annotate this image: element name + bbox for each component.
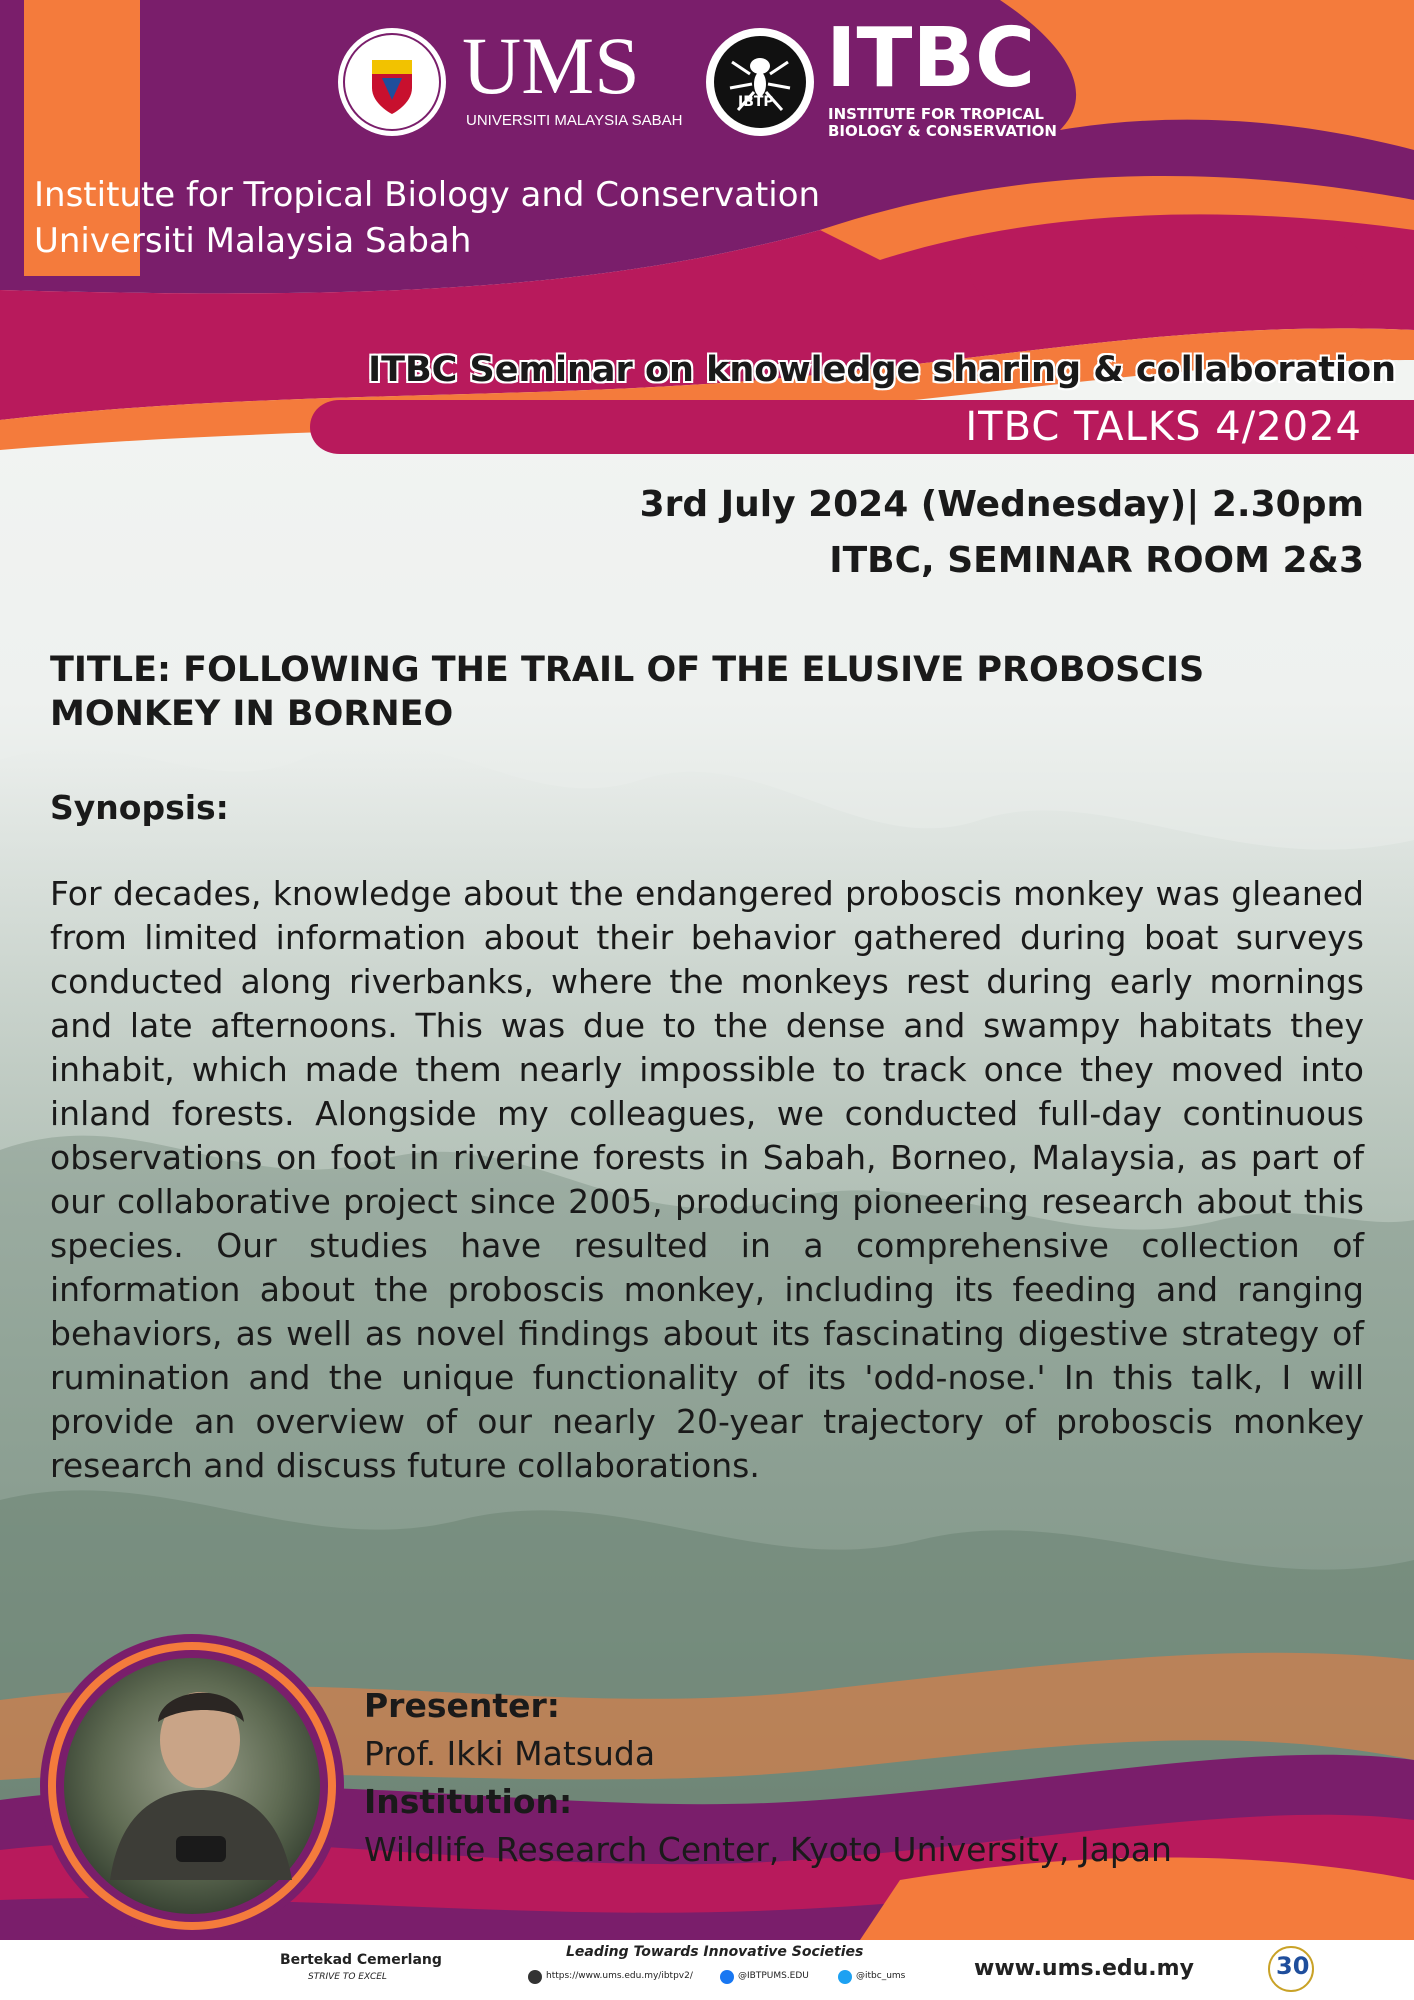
synopsis-text: For decades, knowledge about the endangered proboscis monkey was gleaned from limited information about their behavior gathered during boat surveys conducted along riverbanks, where the monkeys rest during early mornings and late afternoons. This was due to the dense and swampy habitats they inhabit, which made them nearly impossible to track once they moved into inland forests. Alongside my colleagues, we conducted full-day continuous observations on foot in riverine forests in Sabah, Borneo, Malaysia, as part of our collaborative project since 2005, producing pioneering research about this species. Our studies have resulted in a comprehensive collection of information about the proboscis monkey, including its feeding and ranging behaviors, as well as novel findings about its fascinating digestive strategy of rumination and the unique functionality of its 'odd-nose.' In this talk, I will provide an overview of our nearly 20-year trajectory of proboscis monkey research and discuss future collaborations. xyxy=(50,874,1364,1485)
ums-subtitle: UNIVERSITI MALAYSIA SABAH xyxy=(466,112,683,129)
event-venue: ITBC, SEMINAR ROOM 2&3 xyxy=(829,540,1364,581)
facebook-icon xyxy=(720,1970,734,1984)
institute-block xyxy=(34,172,820,264)
talk-title-line-1: TITLE: FOLLOWING THE TRAIL OF THE ELUSIVE PROBOSCIS xyxy=(50,650,1205,690)
anniversary-number: 30 xyxy=(1276,1952,1310,1980)
footer-motto-en: STRIVE TO EXCEL xyxy=(308,1972,387,1982)
footer-twitter[interactable]: @itbc_ums xyxy=(856,1971,906,1981)
itbc-subtitle xyxy=(828,106,1057,140)
synopsis-heading: Synopsis: xyxy=(50,788,229,827)
ibtp-seal-icon xyxy=(704,26,816,138)
footer-tagline: Leading Towards Innovative Societies xyxy=(566,1944,864,1960)
institute-line-1: Institute for Tropical Biology and Conservation xyxy=(34,175,821,215)
footer-facebook[interactable]: @IBTPUMS.EDU xyxy=(738,1971,809,1981)
itbc-subtitle-line-2: BIOLOGY & CONSERVATION xyxy=(828,122,1057,140)
event-date-time: 3rd July 2024 (Wednesday)| 2.30pm xyxy=(639,484,1364,525)
institution-label: Institution: xyxy=(364,1782,573,1821)
web-icon xyxy=(528,1970,542,1984)
twitter-icon xyxy=(838,1970,852,1984)
footer-web-link[interactable]: https://www.ums.edu.my/ibtpv2/ xyxy=(546,1971,693,1981)
talk-series: ITBC TALKS 4/2024 xyxy=(965,404,1362,450)
presenter-name: Prof. Ikki Matsuda xyxy=(364,1734,656,1773)
ibtp-seal-text: IBTP xyxy=(738,94,774,110)
footer-website[interactable]: www.ums.edu.my xyxy=(974,1956,1194,1981)
talk-title-line-2: MONKEY IN BORNEO xyxy=(50,694,454,734)
itbc-subtitle-line-1: INSTITUTE FOR TROPICAL xyxy=(828,105,1044,123)
presenter-label: Presenter: xyxy=(364,1686,560,1725)
ums-logo-text: UMS xyxy=(462,20,640,111)
institute-line-2: Universiti Malaysia Sabah xyxy=(34,221,472,261)
ums-crest-icon xyxy=(336,26,448,138)
presenter-block xyxy=(364,1682,1172,1874)
footer xyxy=(0,1940,1414,2000)
institution-name: Wildlife Research Center, Kyoto University, Japan xyxy=(364,1830,1172,1869)
footer-motto: Bertekad Cemerlang xyxy=(280,1952,442,1968)
seminar-line: ITBC Seminar on knowledge sharing & collaboration xyxy=(368,350,1396,390)
talk-title xyxy=(50,648,1360,736)
itbc-logo-text: ITBC xyxy=(826,11,1036,106)
